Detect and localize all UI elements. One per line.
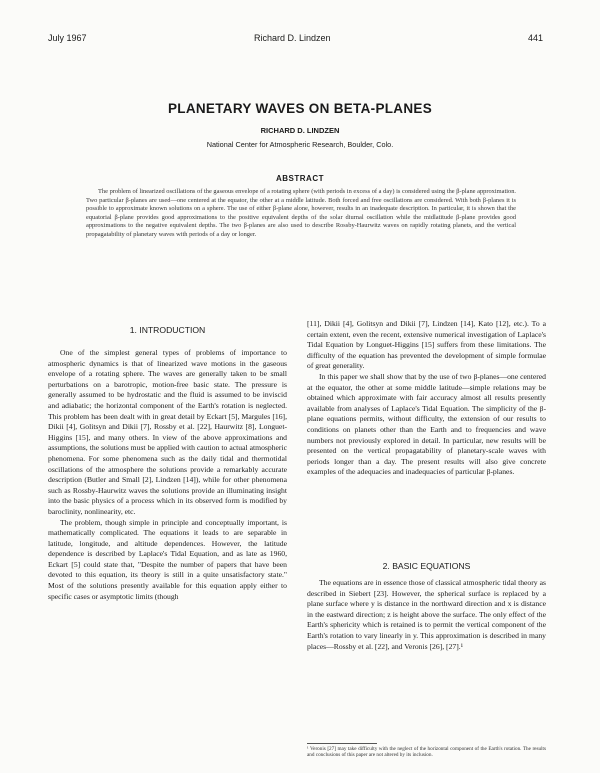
intro-paragraph-1: One of the simplest general types of problems of importance to atmospheric dynamics is that of linearized wave motions in the gaseous envelope of a rotating sphere. The waves are generally taken to be small perturbations on a barotropic, motion-free basic state. The pressure is generally assumed to be hydrostatic and the fluid is assumed to be inviscid and adiabatic; the horizontal component of the Earth's rotation is neglected. This problem has been dealt with in great detail by Eckart [5], Margules [16], Dikii [4], Golitsyn and Dikii [7], Rossby et al. [22], Haurwitz [8], Longuet-Higgins [15], and many others. In view of the above approximations and assumptions, the solutions must be applied with caution to actual atmospheric phenomena. For some phenomena such as the daily tidal and thermotidal oscillations of the atmosphere the solutions provide a remarkably accurate description (Butler and Small [2], Lindzen [14]), while for other phenomena such as Rossby-Haurwitz waves the solutions provide an illuminating insight into the basic physics of a process which in its observed form is modified by baroclinity, nonlinearity, etc. xyxy=(48,348,287,516)
author-affiliation: National Center for Atmospheric Research, Boulder, Colo. xyxy=(206,140,394,149)
paper-author: RICHARD D. LINDZEN xyxy=(260,126,340,135)
running-header-author: Richard D. Lindzen xyxy=(254,33,331,43)
left-column xyxy=(48,348,287,602)
paper-title: PLANETARY WAVES ON BETA-PLANES xyxy=(167,101,433,116)
basic-equations-paragraph-1: The equations are in essence those of classical atmospheric tidal theory as described in Siebert [23]. However, the spherical surface is replaced by a plane surface where y is distance in the northward direction and x is distance in the eastward direction; z is height above the surface. The only effect of the Earth's sphericity which is retained is to permit the vertical component of the Earth's rotation to vary linearly in y. This approximation is described in many places—Rossby et al. [22], and Veronis [26], [27].¹ xyxy=(307,578,546,651)
abstract-heading: ABSTRACT xyxy=(276,174,324,183)
abstract-text: The problem of linearized oscillations of the gaseous envelope of a rotating sphere (with periods in excess of a day) is considered using the β-plane approximation. Two particular β-planes are used—one centered at the equator, the other at a middle latitude. Both forced and free oscillations are considered. With both β-planes it is possible to approximate known solutions on a sphere. The use of either β-plane alone, however, results in an inadequate description. In particular, it is shown that the equatorial β-plane provides good approximations to the positive equivalent depths of the solar diurnal oscillation while the midlatitude β-plane provides good approximations to the negative equivalent depths. The two β-planes are also used to describe Rossby-Haurwitz waves on rapidly rotating planets, and the vertical propagatability of planetary waves with periods of a day or longer. xyxy=(86,188,516,238)
page-number: 441 xyxy=(528,33,544,43)
basic-equations-text xyxy=(307,578,546,652)
intro-paragraph-4: In this paper we shall show that by the use of two β-planes—one centered at the equator, the other at some middle latitude—simple relations may be obtained which approximate with fair accuracy almost all results presently available from analyses of Laplace's Tidal Equation. The simplicity of the β-plane equations permits, without difficulty, the extension of our results to conditions on planets other than the Earth and to frequencies and wave numbers not previously explored in detail. In particular, new results will be presented on the vertical propagatability of planetary-scale waves with periods longer than a day. The present results will also give concrete examples of the adequacies and inadequacies of particular β-planes. xyxy=(307,371,546,477)
right-column xyxy=(307,319,546,478)
running-header-date: July 1967 xyxy=(48,33,87,43)
intro-paragraph-3: [11], Dikii [4], Golitsyn and Dikii [7], Lindzen [14], Kato [12], etc.). To a certain extent, even the recent, extensive numerical investigation of Laplace's Tidal Equation by Longuet-Higgins [15] suffers from these limitations. The difficulty of the equation has prevented the development of simple formulae of great generality. xyxy=(307,319,546,371)
footnote: ¹ Veronis [27] may take difficulty with the neglect of the horizontal component of the Earth's rotation. The results and conclusions of this paper are not altered by its inclusion. xyxy=(307,746,546,759)
footnote-rule xyxy=(307,743,377,744)
section-heading-introduction: 1. INTRODUCTION xyxy=(129,325,206,335)
section-heading-basic-equations: 2. BASIC EQUATIONS xyxy=(382,561,471,571)
intro-paragraph-2: The problem, though simple in principle and conceptually important, is mathematically complicated. The equations it leads to are separable in latitude, longitude, and altitude dependences. However, the latitude dependence is described by Laplace's Tidal Equation, and as late as 1960, Eckart [5] could state that, "Despite the number of papers that have been devoted to this equation, its theory is still in a quite unsatisfactory state." Most of the solutions presently available for this equation apply either to specific cases or asymptotic limits (though xyxy=(48,517,287,601)
